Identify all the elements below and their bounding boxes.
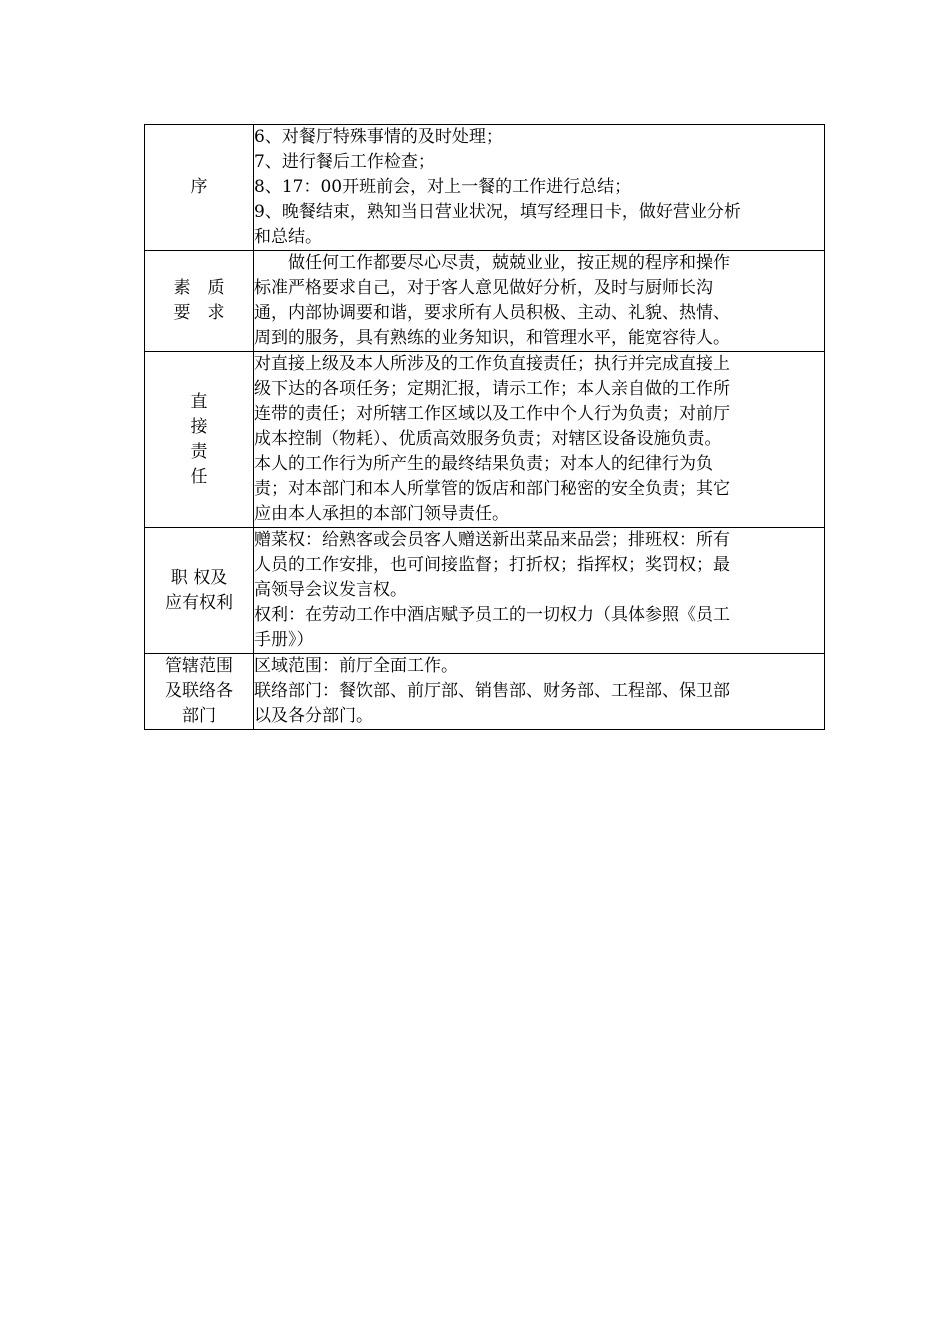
content-line: 通，内部协调要和谐，要求所有人员积极、主动、礼貌、热情、 — [254, 303, 730, 323]
row-label-responsibility — [145, 352, 254, 528]
label-line: 接 — [190, 416, 208, 437]
row-content-scope — [254, 654, 825, 730]
content-line: 成本控制（物耗）、优质高效服务负责；对辖区设备设施负责。 — [254, 429, 722, 449]
row-label-authority — [145, 528, 254, 654]
row-content-responsibility — [254, 352, 825, 528]
row-content-authority — [254, 528, 825, 654]
content-line: 和总结。 — [254, 227, 322, 247]
content-line: 以及各分部门。 — [254, 706, 373, 726]
label-line: 素 质 — [173, 278, 225, 298]
content-line: 6、对餐厅特殊事情的及时处理； — [254, 127, 503, 147]
content-line: 标准严格要求自己，对于客人意见做好分析，及时与厨师长沟 — [254, 278, 713, 298]
label-line: 序 — [190, 177, 208, 197]
table-row — [145, 654, 825, 730]
content-line: 9、晚餐结束，熟知当日营业状况，填写经理日卡，做好营业分析 — [254, 202, 741, 222]
label-line: 责 — [190, 441, 208, 462]
row-label-scope — [145, 654, 254, 730]
content-line: 本人的工作行为所产生的最终结果负责；对本人的纪律行为负 — [254, 454, 713, 474]
label-line: 直 — [190, 391, 208, 412]
row-label-procedure — [145, 125, 254, 251]
content-line: 连带的责任；对所辖工作区域以及工作中个人行为负责；对前厅 — [254, 404, 730, 424]
content-line: 8、17：00开班前会，对上一餐的工作进行总结； — [254, 177, 632, 197]
content-line: 联络部门：餐饮部、前厅部、销售部、财务部、工程部、保卫部 — [254, 681, 730, 701]
content-line: 周到的服务，具有熟练的业务知识，和管理水平，能宽容待人。 — [254, 328, 730, 348]
content-line: 赠菜权：给熟客或会员客人赠送新出菜品来品尝；排班权：所有 — [254, 530, 730, 550]
table-row — [145, 125, 825, 251]
table-row — [145, 352, 825, 528]
row-content-quality — [254, 251, 825, 352]
content-line: 权利：在劳动工作中酒店赋予员工的一切权力（具体参照《员工 — [254, 605, 730, 625]
content-line: 级下达的各项任务；定期汇报，请示工作；本人亲自做的工作所 — [254, 379, 730, 399]
label-line: 及联络各 — [165, 681, 233, 701]
content-line: 人员的工作安排，也可间接监督；打折权；指挥权；奖罚权；最 — [254, 555, 730, 575]
job-description-table — [144, 124, 825, 730]
content-line: 对直接上级及本人所涉及的工作负直接责任；执行并完成直接上 — [254, 354, 730, 374]
label-line: 部门 — [182, 706, 216, 726]
content-line: 做任何工作都要尽心尽责，兢兢业业，按正规的程序和操作 — [288, 253, 730, 273]
content-line: 区域范围：前厅全面工作。 — [254, 656, 458, 676]
row-label-quality — [145, 251, 254, 352]
table-row — [145, 251, 825, 352]
content-line: 责；对本部门和本人所掌管的饭店和部门秘密的安全负责；其它 — [254, 479, 730, 499]
label-line: 任 — [190, 466, 208, 487]
label-line: 要 求 — [173, 303, 225, 323]
label-line: 应有权利 — [165, 592, 233, 613]
content-line: 7、进行餐后工作检查； — [254, 152, 435, 172]
label-line: 职 权及 — [170, 567, 228, 588]
table-row — [145, 528, 825, 654]
label-line: 管辖范围 — [165, 656, 233, 676]
content-line: 高领导会议发言权。 — [254, 580, 407, 600]
content-line: 应由本人承担的本部门领导责任。 — [254, 504, 509, 524]
content-line: 手册》） — [254, 630, 314, 650]
row-content-procedure — [254, 125, 825, 251]
